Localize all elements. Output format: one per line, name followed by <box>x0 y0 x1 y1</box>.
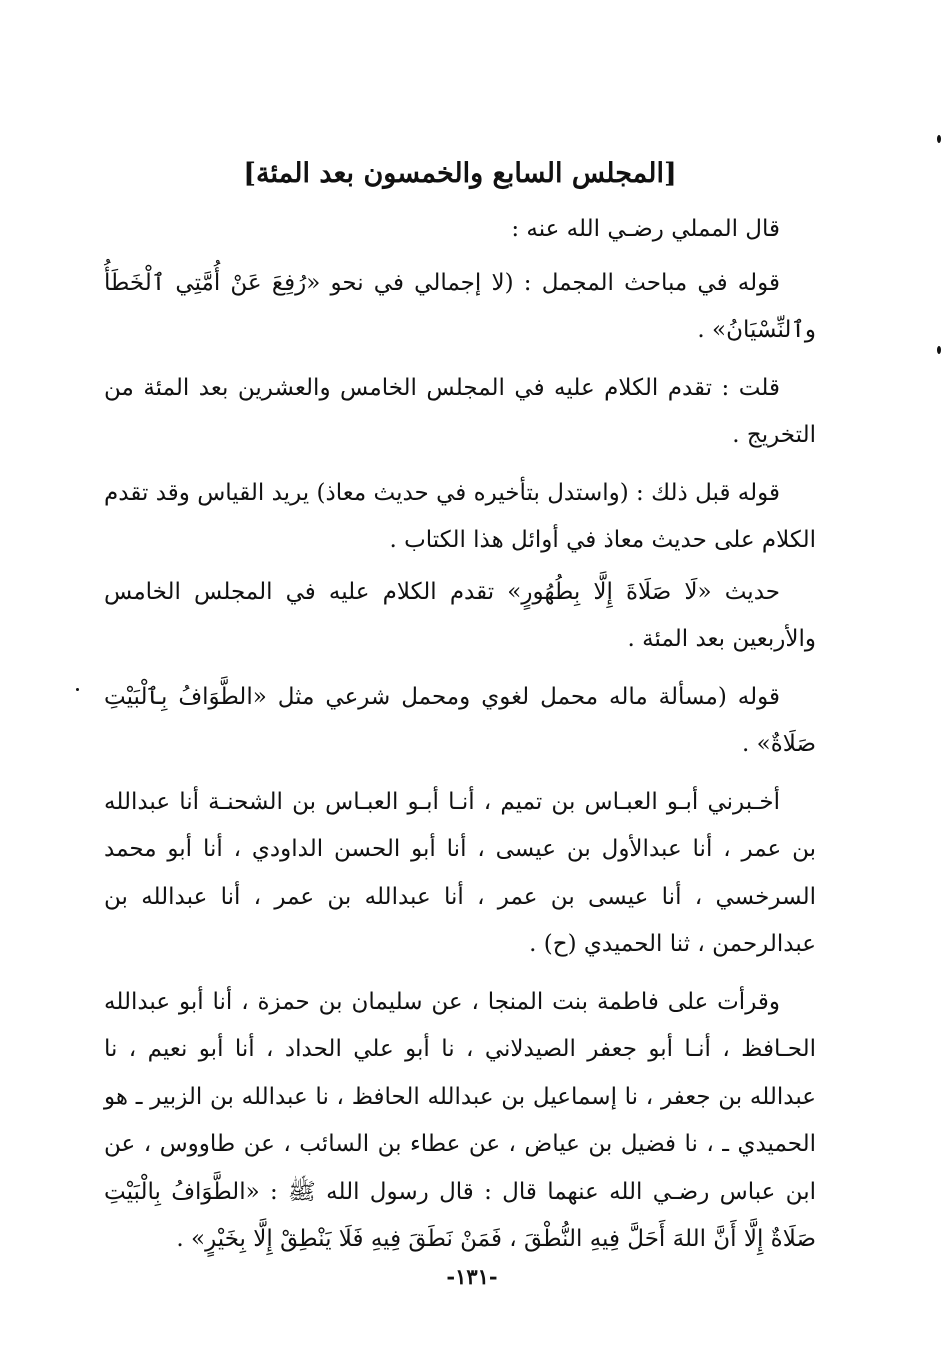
main-text-block <box>104 150 816 1274</box>
paragraph-isnad-1: أخـبرني أبـو العبـاس بن تميم ، أنـا أبـو العبـاس بن الشحنـة أنا عبدالله بن عمر ، أنا عبدالأول بن عيسى ، أنا أبو الحسن الداودي ، أنا أبو محمد السرخسي ، أنا عيسى بن عمر ، أنا عبدالله بن عمر ، أنا عبدالله بن عبدالرحمن ، ثنا الحميدي (ح) . <box>104 788 816 957</box>
session-heading: [المجلس السابع والخمسون بعد المئة] <box>243 158 677 189</box>
paragraph-isnad-2: وقرأت على فاطمة بنت المنجا ، عن سليمان بن حمزة ، أنا أبو عبدالله الحـافظ ، أنـا أبو جعفر الصيدلاني ، نا أبو علي الحداد ، أنا أبو نعيم ، نا عبدالله بن جعفر ، نا إسماعيل بن عبدالله الحافظ ، نا عبدالله بن الزبير ـ هو الحميدي ـ ، نا فضيل بن عياض ، عن عطاء بن السائب ، عن طاووس ، عن ابن عباس رضـي الله عنهما قال : قال رسول الله ﷺ : «الطَّوَافُ بِالْبَيْتِ صَلَاةٌ إِلَّا أَنَّ اللهَ أَحَلَّ فِيهِ النُّطْقَ ، فَمَنْ نَطَقَ فِيهِ فَلَا يَنْطِقْ إِلَّا بِخَيْرٍ» . <box>104 988 816 1252</box>
paragraph-tawaf-question: قوله (مسألة ماله محمل لغوي ومحمل شرعي مثل «الطَّوَافُ بِٱلْبَيْتِ صَلَاةٌ» . <box>104 683 816 757</box>
page-number: -١٣١- <box>446 1264 498 1289</box>
paragraph-intro: قال المملي رضـي الله عنه : <box>511 216 780 242</box>
paragraph-tuhur-hadith: حديث «لَا صَلَاةَ إِلَّا بِطُهُورٍ» تقدم الكلام عليه في المجلس الخامس والأربعين بعد المئة . <box>104 578 816 652</box>
paragraph-takhrij-note: قلت : تقدم الكلام عليه في المجلس الخامس والعشرين بعد المئة من التخريج . <box>104 374 816 448</box>
scan-speck <box>76 688 79 691</box>
paragraph-muadh: قوله قبل ذلك : (واستدل بتأخيره في حديث معاذ) يريد القياس وقد تقدم الكلام على حديث معاذ في أوائل هذا الكتاب . <box>104 479 816 553</box>
paragraph-mujmal: قوله في مباحث المجمل : (لا إجمالي في نحو «رُفِعَ عَنْ أُمَّتِي ٱلْخَطَأُ وٱلنِّسْيَانُ» . <box>104 269 816 343</box>
scan-speck <box>937 346 941 354</box>
scan-speck <box>937 135 941 143</box>
